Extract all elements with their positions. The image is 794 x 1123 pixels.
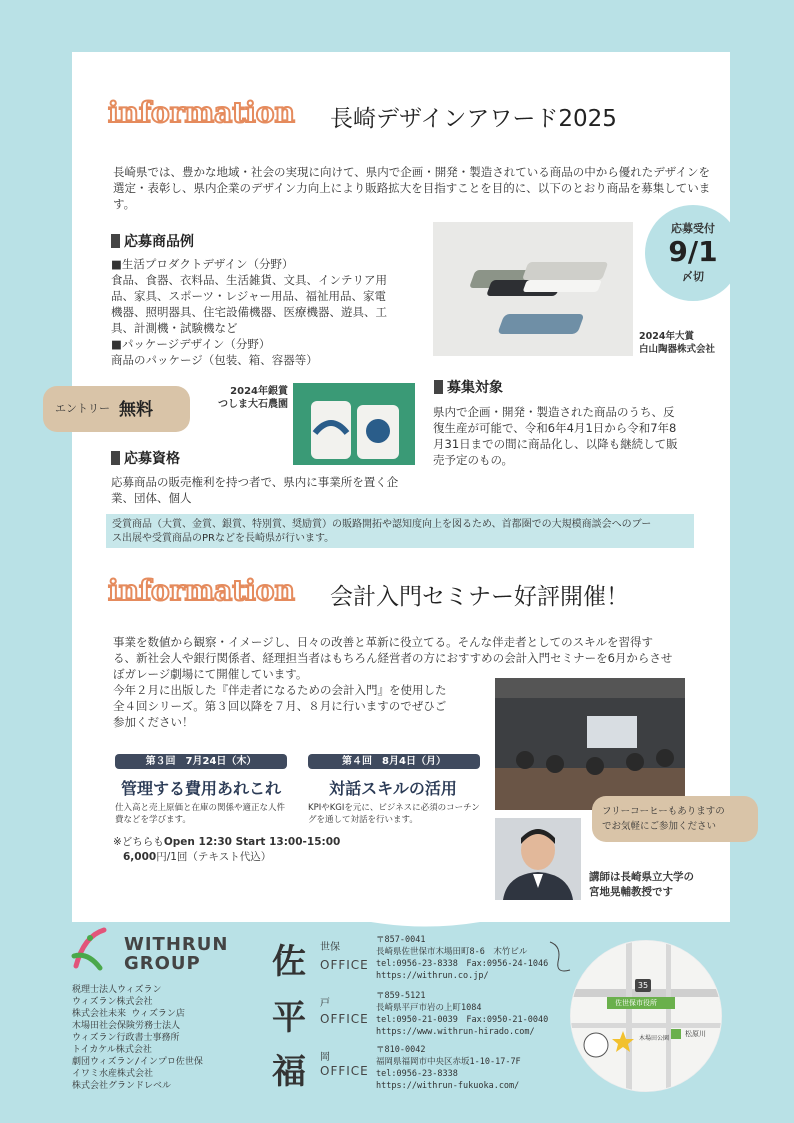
company-item: 株式会社グランドレベル (72, 1081, 172, 1091)
silver-prize-caption: 2024年銀賞 つしま大石農園 (218, 386, 288, 410)
entry-free-bubble (43, 386, 190, 432)
map-park-label: 松原川 (685, 1030, 706, 1038)
map-small-label: 木場田公園 (639, 1035, 670, 1042)
examples-list (111, 256, 416, 368)
office-url-link[interactable]: https://withrun.co.jp/ (376, 971, 489, 981)
qualification-heading: 応募資格 (111, 448, 180, 468)
qualification-text: 応募商品の販売権利を持つ者で、県内に事業所を置く企 業、団体、個人 (111, 475, 399, 505)
session3-desc: 仕入高と売上原価と在庫の関係や適正な人件 費などを学びます。 (115, 803, 286, 825)
company-item: 劇団ウィズラン/インプロ佐世保 (72, 1057, 203, 1067)
examples-heading: 応募商品例 (111, 231, 194, 251)
examples-line: 機器、照明器具、住宅設備機器、医療機器、遊具、工 (111, 305, 387, 319)
session3-title: 管理する費用あれこれ (120, 779, 281, 798)
deadline-badge (645, 205, 741, 301)
tea-can-illustration-icon (293, 383, 415, 465)
award-intro: 長崎県では、豊かな地域・社会の実現に向けて、県内で企画・開発・製造されている商品の中から優れたデザインを選定・表彰し、県内企業のデザイン力向上により販路拡大を目指すことを目的に、以下のとおり商品を募集しています。 (113, 165, 711, 211)
examples-line: ■生活プロダクトデザイン（分野） (111, 257, 294, 271)
withrun-logo-mark-icon (70, 926, 110, 974)
examples-line: 品、家具、スポーツ・レジャー用品、福祉用品、家電 (111, 289, 387, 303)
seminar-title: 会計入門セミナー好評開催！ (330, 584, 629, 610)
lecturer-photo (495, 818, 581, 900)
coffee-bubble: フリーコーヒーもありますの でお気軽にご参加ください (592, 796, 758, 842)
map-station-label: 佐世保市役所 (615, 999, 657, 1007)
examples-line: ■パッケージデザイン（分野） (111, 337, 271, 351)
company-item: ウィズラン行政書士事務所 (72, 1033, 180, 1043)
deadline-date: 9/1 (668, 235, 718, 268)
entry-prefix: エントリー (55, 402, 110, 415)
office-fukuoka: 福 岡 OFFICE 〒810-0042 福岡県福岡市中央区赤坂1-10-17-7F tel:0956-23-8338 https://withrun-fukuoka.com/ (272, 1045, 521, 1092)
entry-free: 無料 (119, 400, 153, 420)
office-url-link[interactable]: https://www.withrun-hirado.com/ (376, 1027, 535, 1037)
session4-pill: 第４回 8月4日（月） (308, 754, 480, 769)
deadline-suffix: 〆切 (682, 270, 704, 283)
grand-prize-caption: 2024年大賞 白山陶器株式会社 (639, 331, 716, 355)
session4-title: 対話スキルの活用 (329, 779, 457, 798)
seminar-intro: 事業を数値から観察・イメージし、日々の改善と革新に役立てる。そんな伴走者としてのスキルを習得す る、新社会人や銀行関係者、経理担当者はもちろん経営者の方におすすめの会計入門セミナーを6月からさせ ぼガレージ劇場にて開催しています。 今年２月に出版した『伴走者になるための会計入門』を使用した 全４回シリーズ。第３回以降を７月、８月に行いますのでぜひご 参加ください！ (113, 635, 673, 729)
tray-illustration-icon (433, 222, 633, 356)
office-url-link[interactable]: https://withrun-fukuoka.com/ (376, 1081, 520, 1091)
map-route-badge: 35 (635, 979, 651, 992)
office-hirado: 平 戸 OFFICE 〒859-5121 長崎県平戸市岩の上町1084 tel:0950-21-0039 Fax:0950-21-0040 https://www.withrun-hirado.com/ (272, 991, 549, 1038)
company-item: トイカケル株式会社 (72, 1045, 152, 1055)
company-item: 株式会社未来 ウィズラン店 (72, 1009, 185, 1019)
lecturer-portrait-icon (495, 818, 581, 900)
deadline-label: 応募受付 (671, 222, 715, 235)
examples-line: 食品、食器、衣料品、生活雑貨、文具、インテリア用 (111, 273, 387, 287)
award-note-band: 受賞商品（大賞、金賞、銀賞、特別賞、奨励賞）の販路開拓や認知度向上を図るため、首都圏での大規模商談会へのブー ス出展や受賞商品のPRなどを長崎県が行います。 (106, 514, 694, 548)
withrun-logo-text: WITHRUN GROUP (124, 934, 229, 974)
heading-square-icon (434, 380, 443, 394)
company-item: 木場田社会保険労務士法人 (72, 1021, 181, 1031)
company-item: ウィズラン株式会社 (72, 997, 153, 1007)
target-text: 県内で企画・開発・製造された商品のうち、反 復生産が可能で、令和6年4月1日から令和7年8 月31日までの間に商品化し、以降も継続して販 売予定のもの。 (433, 405, 678, 467)
heading-square-icon (111, 234, 120, 248)
info-heading-2: information (108, 574, 295, 607)
office-sasebo: 佐 世保 OFFICE 〒857-0041 長崎県佐世保市木場田町8-6 木竹ビル tel:0956-23-8338 Fax:0956-24-1046 https://withrun.co.jp/ (272, 935, 549, 982)
bracket-connector-icon (548, 940, 574, 1000)
lecturer-caption: 講師は長崎県立大学の 宮地晃輔教授です (589, 871, 694, 898)
target-heading: 募集対象 (434, 377, 503, 397)
heading-square-icon (111, 451, 120, 465)
company-item: イワミ水産株式会社 (72, 1069, 154, 1079)
seminar-price: 6,000円/1回（テキスト代込） (123, 851, 272, 863)
company-item: 税理士法人ウィズラン (72, 985, 162, 995)
award-title: 長崎デザインアワード2025 (330, 106, 617, 132)
session4-desc: KPIやKGIを元に、ビジネスに必須のコーチン グを通して対話を行います。 (308, 803, 480, 825)
info-heading-1: information (108, 96, 295, 129)
examples-line: 具、計測機・試験機など (111, 321, 238, 335)
seminar-time: ※どちらもOpen 12:30 Start 13:00-15:00 (113, 836, 341, 848)
location-map (570, 940, 722, 1092)
company-list (72, 984, 203, 1092)
examples-line: 商品のパッケージ（包装、箱、容器等） (111, 353, 318, 367)
grand-prize-photo (433, 222, 633, 356)
session3-pill: 第３回 7月24日（木） (115, 754, 287, 769)
silver-prize-photo (293, 383, 415, 465)
map-roads-icon (571, 941, 721, 1091)
seminar-photo (495, 678, 685, 810)
seminar-room-illustration-icon (495, 678, 685, 810)
